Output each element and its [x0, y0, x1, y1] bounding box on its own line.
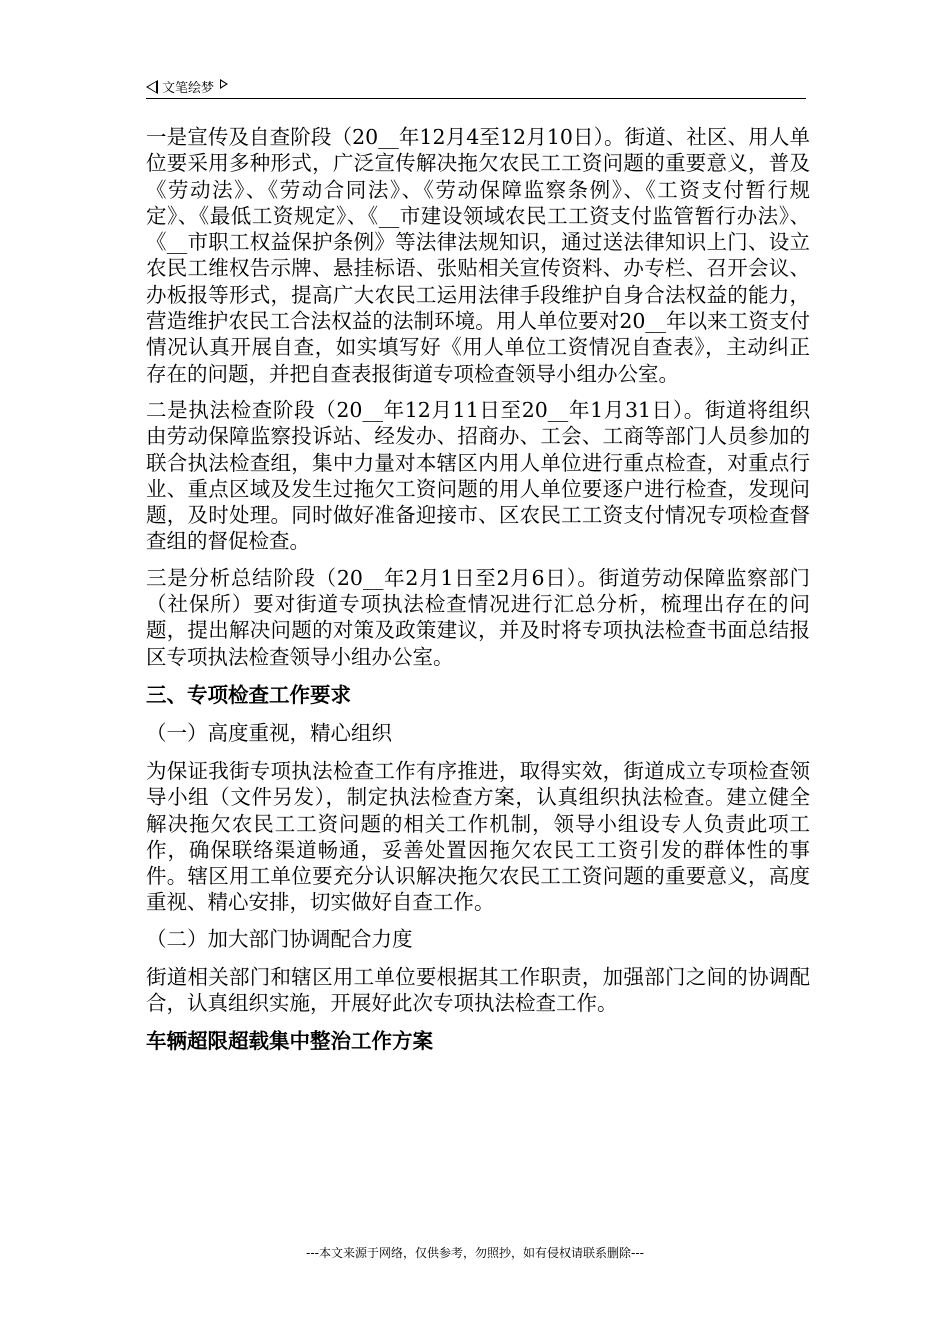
- header-brand: [146, 77, 228, 96]
- document-body: [146, 124, 810, 1066]
- section-heading-requirements: 三、专项检查工作要求: [146, 682, 351, 707]
- subheading-attention: （一）高度重视，精心组织: [146, 720, 392, 745]
- triangle-right-icon: [220, 79, 228, 89]
- paragraph-publicity-stage: 一是宣传及自查阶段（20__年12月4至12月10日）。街道、社区、用人单位要采用多种形式，广泛宣传解决拖欠农民工工资问题的重要意义，普及《劳动法》、《劳动合同法》、《劳动保障监察条例》、《工资支付暂行规定》、《最低工资规定》、《__市建设领域农民工工资支付监管暂行办法》、《__市职工权益保护条例》等法律法规知识，通过送法律知识上门、设立农民工维权告示牌、悬挂标语、张贴相关宣传资料、办专栏、召开会议、办板报等形式，提高广大农民工运用法律手段维护自身合法权益的能力，营造维护农民工合法权益的法制环境。用人单位要对20__年以来工资支付情况认真开展自查，如实填写好《用人单位工资情况自查表》，主动纠正存在的问题，并把自查表报街道专项检查领导小组办公室。: [146, 125, 810, 386]
- paragraph-summary-stage: 三是分析总结阶段（20__年2月1日至2月6日）。街道劳动保障监察部门（社保所）要对街道专项执法检查情况进行汇总分析，梳理出存在的问题，提出解决问题的对策及政策建议，并及时将专项执法检查书面总结报区专项执法检查领导小组办公室。: [146, 565, 810, 669]
- paragraph-coordination: 街道相关部门和辖区用工单位要根据其工作职责，加强部门之间的协调配合，认真组织实施，开展好此次专项执法检查工作。: [146, 964, 810, 1016]
- paragraph-organization: 为保证我街专项执法检查工作有序推进，取得实效，街道成立专项检查领导小组（文件另发），制定执法检查方案，认真组织执法检查。建立健全解决拖欠农民工工资问题的相关工作机制，领导小组设专人负责此项工作，确保联络渠道畅通，妥善处置因拖欠农民工工资引发的群体性的事件。辖区用工单位要充分认识解决拖欠农民工工资问题的重要意义，高度重视、精心安排，切实做好自查工作。: [146, 758, 810, 915]
- document-title-vehicle-overload: 车辆超限超载集中整治工作方案: [146, 1029, 433, 1054]
- triangle-left-icon: [146, 80, 158, 94]
- brand-text: 文笔绘梦: [162, 81, 215, 96]
- subheading-coordination: （二）加大部门协调配合力度: [146, 926, 413, 951]
- paragraph-inspection-stage: 二是执法检查阶段（20__年12月11日至20__年1月31日）。街道将组织由劳动保障监察投诉站、经发办、招商办、工会、工商等部门人员参加的联合执法检查组，集中力量对本辖区内用人单位进行重点检查，对重点行业、重点区域及发生过拖欠工资问题的用人单位要逐户进行检查，发现问题，及时处理。同时做好准备迎接市、区农民工工资支付情况专项检查督查组的督促检查。: [146, 397, 810, 554]
- footer-disclaimer: ---本文来源于网络，仅供参考，勿照抄，如有侵权请联系删除---: [306, 1246, 644, 1260]
- page-header: [146, 74, 806, 99]
